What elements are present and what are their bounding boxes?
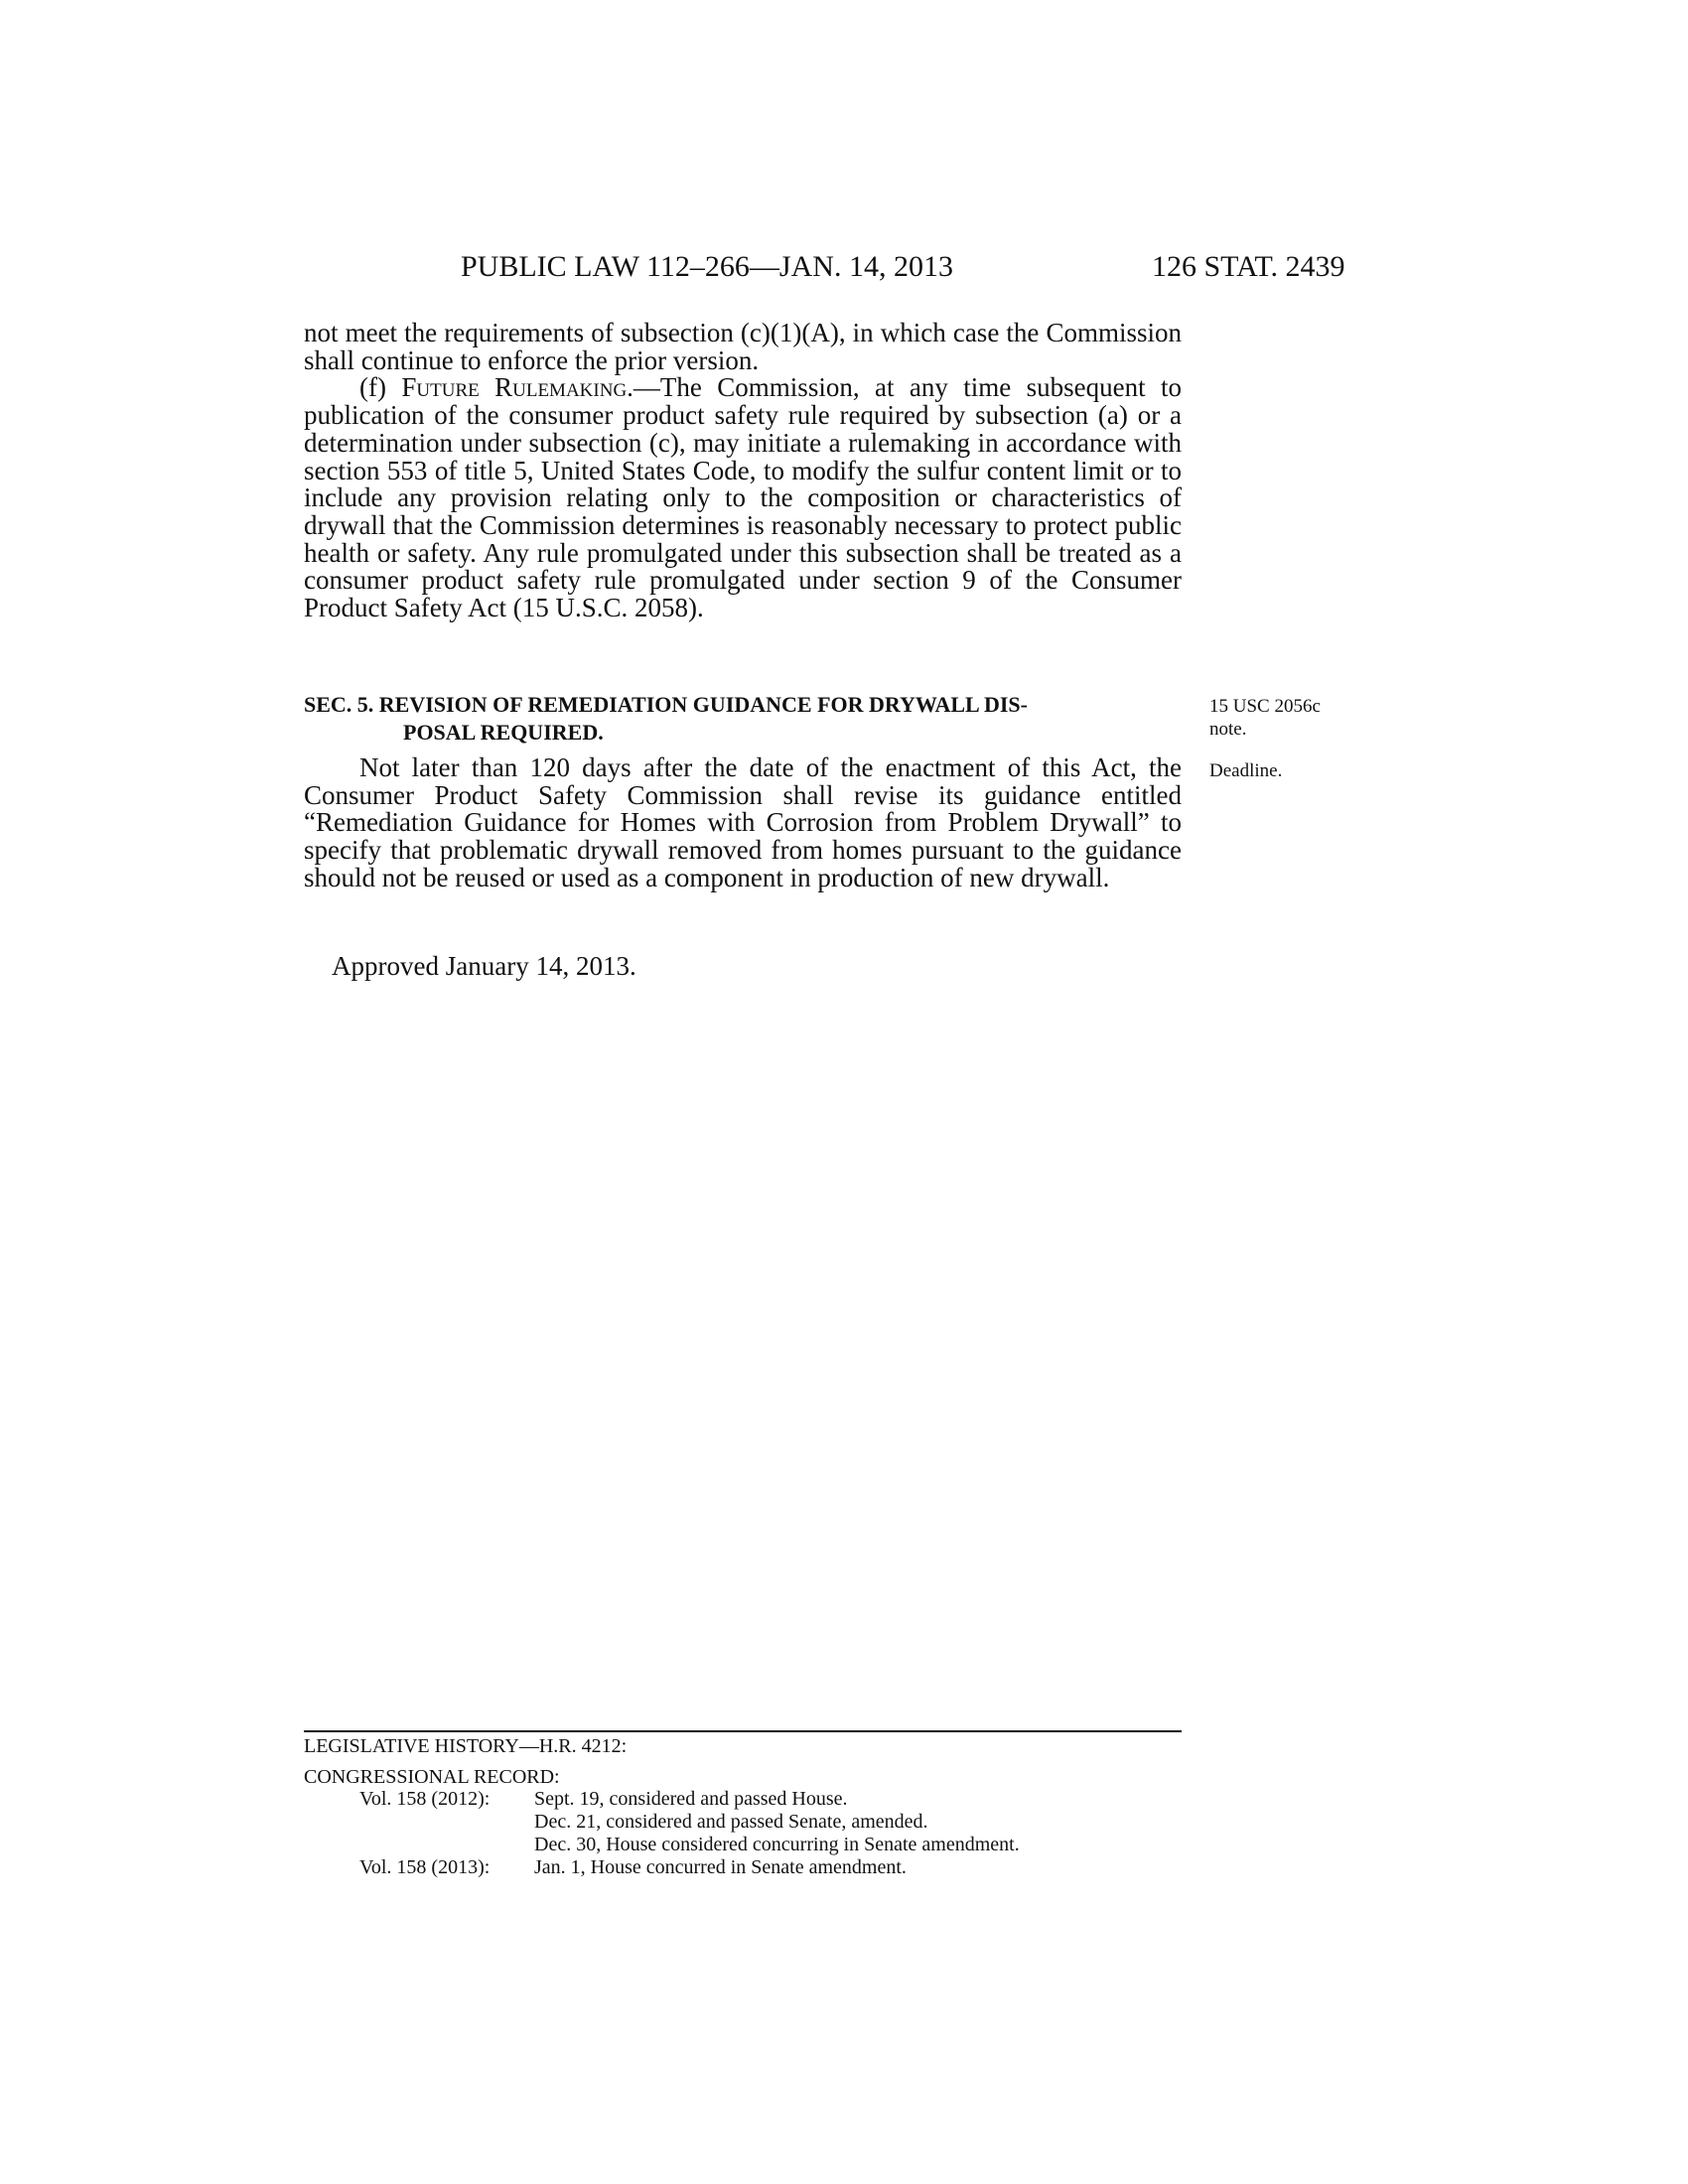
section-5-heading-line1: SEC. 5. REVISION OF REMEDIATION GUIDANCE FOR DRYWALL DIS- xyxy=(304,692,1028,717)
paragraph-f-text: .—The Commission, at any time subsequent to publication of the consumer product safety rule required by subsection (a) or a determination under subsection (c), may initiate a rulemaking in accordance with section 553 of title 5, United States Code, to modify the sulfur content limit or to include any provision relating only to the composition or characteristics of drywall that the Commission determines is reasonably necessary to protect public health or safety. Any rule promulgated under this subsection shall be treated as a consumer product safety rule promulgated under section 9 of the Consumer Product Safety Act (15 U.S.C. 2058). xyxy=(304,372,1182,623)
margin-note-usc xyxy=(1209,695,1321,741)
section-5-text: Not later than 120 days after the date of the enactment of this Act, the Consumer Product Safety Commission shall revise its guidance entitled “Remediation Guidance for Homes with Corrosion from Problem Drywall” to specify that problematic drywall removed from homes pursuant to the guidance should not be reused or used as a component in production of new drywall. xyxy=(304,752,1182,892)
congressional-record-title: CONGRESSIONAL RECORD: xyxy=(304,1765,560,1788)
section-5-heading-line2: POSAL REQUIRED. xyxy=(403,720,604,745)
section-5-body xyxy=(304,754,1182,892)
legislative-history xyxy=(304,1735,1182,1878)
public-law-title: PUBLIC LAW 112–266—JAN. 14, 2013 xyxy=(461,250,953,283)
paragraph-f xyxy=(304,374,1182,621)
record-entry: Dec. 21, considered and passed Senate, amended. xyxy=(534,1811,928,1834)
legislative-history-title: LEGISLATIVE HISTORY—H.R. 4212: xyxy=(304,1735,628,1757)
volume-label: Vol. 158 (2012): xyxy=(359,1788,491,1811)
page-header xyxy=(0,250,1688,290)
section-5-heading xyxy=(304,691,1182,747)
record-entry xyxy=(304,1856,1182,1879)
approval-date: Approved January 14, 2013. xyxy=(332,951,636,981)
record-entry xyxy=(304,1788,1182,1811)
record-entry: Dec. 30, House considered concurring in Senate amendment. xyxy=(534,1833,1020,1855)
paragraph-f-label: (f) xyxy=(359,372,402,403)
margin-note-usc-line2: note. xyxy=(1209,719,1247,740)
continuation-text: not meet the requirements of subsection (c)(1)(A), in which case the Commission shall continue to enforce the prior version. xyxy=(304,318,1182,375)
record-entry-text: Sept. 19, considered and passed House. xyxy=(534,1788,848,1811)
margin-note-usc-line1: 15 USC 2056c xyxy=(1209,696,1321,717)
legislative-history-divider xyxy=(304,1730,1182,1732)
statute-page-number: 126 STAT. 2439 xyxy=(1152,250,1345,283)
margin-note-deadline: Deadline. xyxy=(1209,760,1283,781)
volume-label: Vol. 158 (2013): xyxy=(359,1855,491,1878)
record-entry-text: Jan. 1, House concurred in Senate amendment. xyxy=(534,1855,907,1878)
paragraph-f-heading: Future Rulemaking xyxy=(401,372,628,403)
continuation-paragraph xyxy=(304,320,1182,622)
